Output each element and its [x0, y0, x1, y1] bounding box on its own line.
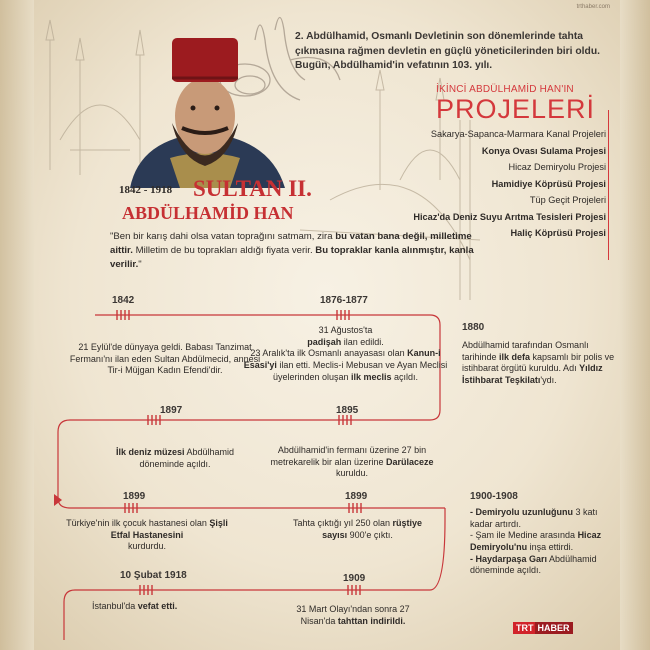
year-1899-b: 1899	[345, 491, 368, 502]
event-1876-1877: 31 Ağustos'ta padişah ilan edildi. 23 Aralık'ta ilk Osmanlı anayasası olan Kanun-i Esasi'yi ilan etti. Meclis-i Mebusan ve Ayan Meclisi üyelerinden oluşan ilk meclis açıldı.	[243, 325, 448, 382]
event-1900-1908	[470, 507, 615, 577]
event-1895: Abdülhamid'in fermanı üzerine 27 bin metrekarelik bir alan üzerine Darülaceze kuruldu.	[270, 445, 434, 479]
year-1880: 1880	[462, 322, 485, 333]
year-1876-1877: 1876-1877	[320, 295, 368, 306]
lifespan: 1842 - 1918	[119, 184, 173, 196]
year-1897: 1897	[160, 405, 183, 416]
event-1899-a: Türkiye'nin ilk çocuk hastanesi olan Şişli Etfal Hastanesini kurdurdu.	[66, 518, 228, 552]
year-1899-a: 1899	[123, 491, 146, 502]
title-line-2: ABDÜLHAMİD HAN	[122, 203, 294, 223]
event-1880: Abdülhamid tarafından Osmanlı tarihinde ilk defa kapsamlı bir polis ve istihbarat örgütü kuruldu. Adı Yıldız İstihbarat Teşkilatı'ydı.	[462, 340, 615, 386]
quote: "Ben bir karış dahi olsa vatan toprağını satmam, zira bu vatan bana değil, milletime aittir. Milletim de bu toprakları aldığı fiyata verir. Bu topraklar kanla alınmıştır, kanla verilir."	[110, 231, 474, 270]
projects-title: PROJELERİ	[436, 94, 596, 124]
project-item: Sakarya-Sapanca-Marmara Kanal Projeleri	[430, 129, 606, 139]
event-1897: İlk deniz müzesi Abdülhamid döneminde açıldı.	[115, 447, 235, 469]
event-bullet: - Haydarpaşa Garı Abdülhamid döneminde açıldı.	[470, 553, 597, 576]
event-1842: 21 Eylül'de dünyaya geldi. Babası Tanzimat Fermanı'nı ilan eden Sultan Abdülmecid, annesi Tir-i Müjgan Kadın Efendi'dir.	[69, 342, 261, 376]
project-item: Hicaz Demiryolu Projesi	[508, 162, 606, 172]
projects-subtitle: İKİNCİ ABDÜLHAMİD HAN'IN	[436, 84, 574, 95]
event-bullet: - Şam ile Medine arasında Hicaz Demiryolu'nu inşa ettirdi.	[470, 530, 602, 553]
year-1895: 1895	[336, 405, 359, 416]
trt-haber-logo: TRT HABER	[513, 618, 595, 632]
title-line-1: SULTAN II.	[193, 176, 312, 201]
project-item: Hicaz'da Deniz Suyu Arıtma Tesisleri Projesi	[413, 211, 606, 222]
event-1899-b: Tahta çıktığı yıl 250 olan rüştiye sayısı 900'e çıktı.	[292, 518, 423, 540]
event-bullet: - Demiryolu uzunluğunu 3 katı kadar artırdı.	[470, 507, 598, 529]
watermark: trthaber.com	[576, 4, 610, 10]
year-1900-1908: 1900-1908	[470, 491, 518, 502]
project-item: Haliç Köprüsü Projesi	[510, 228, 606, 238]
project-item: Konya Ovası Sulama Projesi	[481, 145, 606, 156]
project-item: Hamidiye Köprüsü Projesi	[491, 178, 606, 189]
event-1909: 31 Mart Olayı'ndan sonra 27 Nisan'da tahttan indirildi.	[296, 604, 410, 626]
event-1918: İstanbul'da vefat etti.	[92, 601, 178, 611]
year-1842: 1842	[112, 295, 135, 306]
year-1918: 10 Şubat 1918	[120, 570, 187, 581]
intro-text: 2. Abdülhamid, Osmanlı Devletinin son dönemlerinde tahta çıkmasına rağmen devletin en güçlü yöneticilerinden biri oldu. Bugün, Abdülhamid'in vefatının 103. yılı.	[295, 31, 600, 72]
project-item: Tüp Geçit Projeleri	[529, 195, 606, 205]
year-1909: 1909	[343, 573, 366, 584]
